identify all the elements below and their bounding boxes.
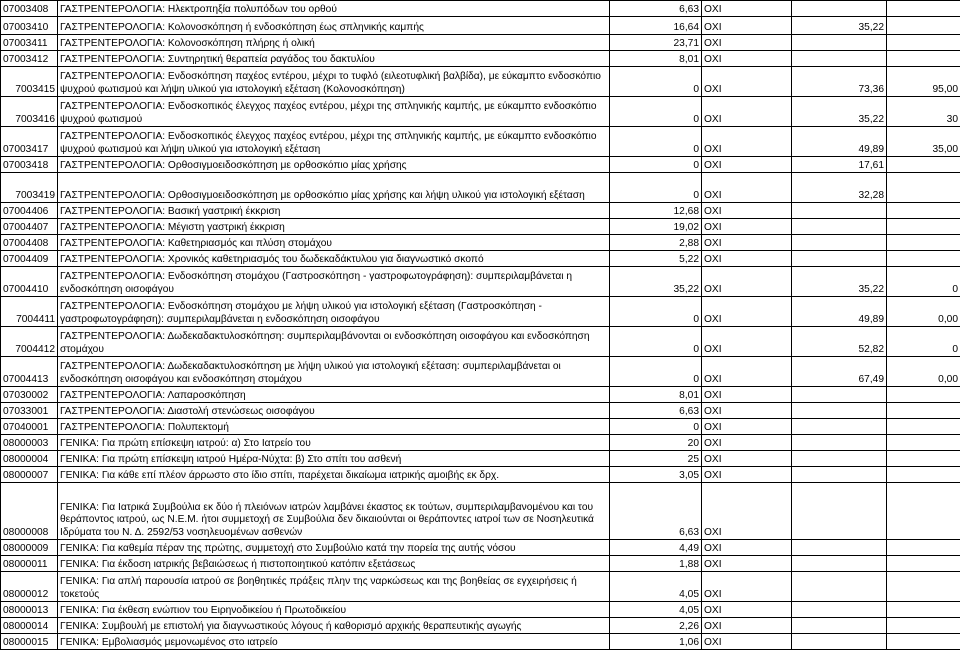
- row-value2-cell: 0,00: [887, 297, 960, 327]
- row-code-cell: 07004407: [1, 219, 58, 235]
- row-amount-cell: 16,64: [610, 17, 702, 35]
- row-amount-cell: 0: [610, 419, 702, 435]
- row-code-cell: 08000009: [1, 540, 58, 556]
- row-value2-cell: 30: [887, 97, 960, 127]
- row-description-cell: ΓΕΝΙΚΑ: Για κάθε επί πλέον άρρωστο στο ίδιο σπίτι, παρέχεται δικαίωμα ιατρικής αμοιβής εκ δρχ.: [58, 467, 610, 483]
- row-value1-cell: 32,28: [792, 173, 887, 203]
- row-value1-cell: [792, 387, 887, 403]
- table-row: [1, 634, 960, 650]
- row-description-cell: ΓΑΣΤΡΕΝΤΕΡΟΛΟΓΙΑ: Δωδεκαδακτυλοσκόπηση με λήψη υλικού για ιστολογική εξέταση: συμπεριλαμβάνεται οι ενδοσκόπηση οισοφάγου και ενδοσκόπηση στομάχου: [58, 357, 610, 387]
- row-amount-cell: 0: [610, 357, 702, 387]
- row-value2-cell: [887, 419, 960, 435]
- row-flag-cell: ΟΧΙ: [702, 235, 792, 251]
- row-value2-cell: [887, 451, 960, 467]
- row-value2-cell: [887, 35, 960, 51]
- row-flag-cell: ΟΧΙ: [702, 251, 792, 267]
- row-flag-cell: ΟΧΙ: [702, 17, 792, 35]
- row-description-cell: ΓΑΣΤΡΕΝΤΕΡΟΛΟΓΙΑ: Καθετηριασμός και πλύση στομάχου: [58, 235, 610, 251]
- row-value2-cell: 0: [887, 327, 960, 357]
- table-row: [1, 467, 960, 483]
- row-code-cell: 07030002: [1, 387, 58, 403]
- row-code-cell: 08000013: [1, 602, 58, 618]
- row-code-cell: 07004410: [1, 267, 58, 297]
- table-row: [1, 602, 960, 618]
- row-flag-cell: ΟΧΙ: [702, 419, 792, 435]
- row-amount-cell: 0: [610, 127, 702, 157]
- row-description-cell: ΓΑΣΤΡΕΝΤΕΡΟΛΟΓΙΑ: Συντηρητική θεραπεία ραγάδος του δακτυλίου: [58, 51, 610, 67]
- row-value1-cell: [792, 540, 887, 556]
- row-amount-cell: 4,05: [610, 572, 702, 602]
- row-value1-cell: 52,82: [792, 327, 887, 357]
- row-value2-cell: [887, 618, 960, 634]
- row-code-cell: 08000004: [1, 451, 58, 467]
- row-value2-cell: [887, 602, 960, 618]
- row-value2-cell: 35,00: [887, 127, 960, 157]
- row-amount-cell: 20: [610, 435, 702, 451]
- row-flag-cell: ΟΧΙ: [702, 467, 792, 483]
- row-value1-cell: [792, 451, 887, 467]
- row-value1-cell: 35,22: [792, 97, 887, 127]
- row-description-cell: ΓΕΝΙΚΑ: Εμβολιασμός μεμονωμένος στο ιατρείο: [58, 634, 610, 650]
- row-value1-cell: [792, 35, 887, 51]
- row-value1-cell: [792, 556, 887, 572]
- row-description-cell: ΓΑΣΤΡΕΝΤΕΡΟΛΟΓΙΑ: Δωδεκαδακτυλοσκόπηση: συμπεριλαμβάνονται οι ενδοσκόπηση οισοφάγου και ενδοσκόπηση στομάχου: [58, 327, 610, 357]
- row-amount-cell: 4,49: [610, 540, 702, 556]
- row-code-cell: 08000012: [1, 572, 58, 602]
- table-row: [1, 435, 960, 451]
- row-amount-cell: 1,06: [610, 634, 702, 650]
- row-amount-cell: 25: [610, 451, 702, 467]
- row-value2-cell: [887, 572, 960, 602]
- row-amount-cell: 4,05: [610, 602, 702, 618]
- row-value1-cell: [792, 235, 887, 251]
- row-description-cell: ΓΑΣΤΡΕΝΤΕΡΟΛΟΓΙΑ: Μέγιστη γαστρική έκκριση: [58, 219, 610, 235]
- row-amount-cell: 12,68: [610, 203, 702, 219]
- row-description-cell: ΓΑΣΤΡΕΝΤΕΡΟΛΟΓΙΑ: Ενδοσκοπικός έλεγχος παχέος εντέρου, μέχρι της σπληνικής καμπής, με εύκαμπτο ενδοσκόπιο ψυχρού φωτισμού: [58, 97, 610, 127]
- row-value2-cell: [887, 387, 960, 403]
- row-flag-cell: ΟΧΙ: [702, 618, 792, 634]
- row-code-cell: 07004408: [1, 235, 58, 251]
- row-description-cell: ΓΕΝΙΚΑ: Για έκδοση ιατρικής βεβαιώσεως ή πιστοποιητικού κατόπιν εξετάσεως: [58, 556, 610, 572]
- row-flag-cell: ΟΧΙ: [702, 267, 792, 297]
- row-value1-cell: 73,36: [792, 67, 887, 97]
- row-flag-cell: ΟΧΙ: [702, 67, 792, 97]
- row-value2-cell: [887, 467, 960, 483]
- row-code-cell: 7003415: [1, 67, 58, 97]
- row-value1-cell: [792, 403, 887, 419]
- row-amount-cell: 0: [610, 327, 702, 357]
- row-description-cell: ΓΑΣΤΡΕΝΤΕΡΟΛΟΓΙΑ: Χρονικός καθετηριασμός του δωδεκαδάκτυλου για διαγνωστικό σκοπό: [58, 251, 610, 267]
- row-description-cell: ΓΑΣΤΡΕΝΤΕΡΟΛΟΓΙΑ: Ενδοσκόπηση παχέος εντέρου, μέχρι το τυφλό (ειλεοτυφλική βαλβίδα), με εύκαμπτο ενδοσκόπιο ψυχρού φωτισμού και λήψη υλικού για ιστολογική εξέταση (Κολονοσκόπηση): [58, 67, 610, 97]
- row-flag-cell: ΟΧΙ: [702, 327, 792, 357]
- row-code-cell: 08000014: [1, 618, 58, 634]
- row-value1-cell: 49,89: [792, 127, 887, 157]
- row-code-cell: 7003419: [1, 173, 58, 203]
- row-amount-cell: 8,01: [610, 51, 702, 67]
- row-flag-cell: ΟΧΙ: [702, 203, 792, 219]
- row-code-cell: 07004406: [1, 203, 58, 219]
- row-description-cell: ΓΑΣΤΡΕΝΤΕΡΟΛΟΓΙΑ: Κολονοσκόπηση πλήρης ή ολική: [58, 35, 610, 51]
- row-value2-cell: 95,00: [887, 67, 960, 97]
- row-value2-cell: [887, 634, 960, 650]
- row-value1-cell: [792, 634, 887, 650]
- table-row: [1, 419, 960, 435]
- row-code-cell: 08000008: [1, 483, 58, 540]
- table-row: [1, 203, 960, 219]
- row-description-cell: ΓΑΣΤΡΕΝΤΕΡΟΛΟΓΙΑ: Ενδοσκόπηση στομάχου (Γαστροσκόπηση - γαστροφωτογράφηση): συμπεριλαμβάνεται η ενδοσκόπηση οισοφάγου: [58, 267, 610, 297]
- row-flag-cell: ΟΧΙ: [702, 35, 792, 51]
- row-code-cell: 07003417: [1, 127, 58, 157]
- row-value2-cell: [887, 1, 960, 17]
- table-row: [1, 618, 960, 634]
- row-value1-cell: [792, 419, 887, 435]
- table-row: [1, 451, 960, 467]
- table-row: [1, 219, 960, 235]
- row-flag-cell: ΟΧΙ: [702, 357, 792, 387]
- row-amount-cell: 2,26: [610, 618, 702, 634]
- table-row: [1, 327, 960, 357]
- row-description-cell: ΓΑΣΤΡΕΝΤΕΡΟΛΟΓΙΑ: Ενδοσκόπηση στομάχου με λήψη υλικού για ιστολογική εξέταση (Γαστροσκόπηση - γαστροφωτογράφηση): συμπεριλαμβάνεται η ενδοσκόπηση οισοφάγου: [58, 297, 610, 327]
- row-value1-cell: [792, 483, 887, 540]
- row-value1-cell: [792, 1, 887, 17]
- row-flag-cell: ΟΧΙ: [702, 435, 792, 451]
- row-description-cell: ΓΑΣΤΡΕΝΤΕΡΟΛΟΓΙΑ: Ηλεκτροπηξία πολυπόδων του ορθού: [58, 1, 610, 17]
- row-code-cell: 08000007: [1, 467, 58, 483]
- row-value1-cell: [792, 435, 887, 451]
- row-flag-cell: ΟΧΙ: [702, 297, 792, 327]
- row-code-cell: 07003418: [1, 157, 58, 173]
- row-value1-cell: [792, 602, 887, 618]
- row-value2-cell: [887, 435, 960, 451]
- row-value1-cell: [792, 467, 887, 483]
- row-value2-cell: [887, 403, 960, 419]
- row-amount-cell: 6,63: [610, 403, 702, 419]
- row-code-cell: 07040001: [1, 419, 58, 435]
- table-row: [1, 51, 960, 67]
- row-description-cell: ΓΕΝΙΚΑ: Για πρώτη επίσκεψη ιατρού Ημέρα-Νύχτα: β) Στο σπίτι του ασθενή: [58, 451, 610, 467]
- fee-schedule-body: [1, 1, 960, 650]
- row-code-cell: 7003416: [1, 97, 58, 127]
- row-flag-cell: ΟΧΙ: [702, 540, 792, 556]
- row-value1-cell: 67,49: [792, 357, 887, 387]
- table-row: [1, 572, 960, 602]
- row-amount-cell: 19,02: [610, 219, 702, 235]
- row-flag-cell: ΟΧΙ: [702, 97, 792, 127]
- row-code-cell: 07004413: [1, 357, 58, 387]
- row-value2-cell: 0,00: [887, 357, 960, 387]
- row-value1-cell: 49,89: [792, 297, 887, 327]
- row-amount-cell: 23,71: [610, 35, 702, 51]
- row-value1-cell: [792, 618, 887, 634]
- row-value2-cell: [887, 483, 960, 540]
- row-flag-cell: ΟΧΙ: [702, 572, 792, 602]
- table-row: [1, 483, 960, 540]
- row-code-cell: 7004412: [1, 327, 58, 357]
- row-amount-cell: 0: [610, 97, 702, 127]
- row-value2-cell: [887, 17, 960, 35]
- row-flag-cell: ΟΧΙ: [702, 157, 792, 173]
- row-amount-cell: 0: [610, 297, 702, 327]
- row-code-cell: 07004409: [1, 251, 58, 267]
- row-code-cell: 7004411: [1, 297, 58, 327]
- row-amount-cell: 6,63: [610, 1, 702, 17]
- table-row: [1, 157, 960, 173]
- row-flag-cell: ΟΧΙ: [702, 127, 792, 157]
- row-value2-cell: [887, 173, 960, 203]
- row-amount-cell: 0: [610, 67, 702, 97]
- table-row: [1, 403, 960, 419]
- row-value2-cell: 0: [887, 267, 960, 297]
- table-row: [1, 235, 960, 251]
- row-amount-cell: 1,88: [610, 556, 702, 572]
- table-row: [1, 540, 960, 556]
- row-flag-cell: ΟΧΙ: [702, 387, 792, 403]
- row-code-cell: 08000011: [1, 556, 58, 572]
- row-value2-cell: [887, 556, 960, 572]
- row-description-cell: ΓΑΣΤΡΕΝΤΕΡΟΛΟΓΙΑ: Πολυπεκτομή: [58, 419, 610, 435]
- row-value2-cell: [887, 157, 960, 173]
- row-flag-cell: ΟΧΙ: [702, 403, 792, 419]
- row-description-cell: ΓΑΣΤΡΕΝΤΕΡΟΛΟΓΙΑ: Ορθοσιγμοειδοσκόπηση με ορθοσκόπιο μίας χρήσης: [58, 157, 610, 173]
- row-value1-cell: [792, 251, 887, 267]
- row-description-cell: ΓΕΝΙΚΑ: Για Ιατρικά Συμβούλια εκ δύο ή πλειόνων ιατρών λαμβάνει έκαστος εκ τούτων, συμπεριλαμβανομένου και του θεράποντος ιατρού, ως Ν.Ε.Μ. ήτοι συμμετοχή σε Συμβούλια δεν δικαιούνται οι θεράποντες ιατροί των σε Νοσηλευτικά Ιδρύματα του Ν. Δ. 2592/53 νοσηλευομένων ασθενών: [58, 483, 610, 540]
- row-value1-cell: [792, 51, 887, 67]
- row-code-cell: 07003408: [1, 1, 58, 17]
- table-row: [1, 387, 960, 403]
- row-flag-cell: ΟΧΙ: [702, 451, 792, 467]
- row-value2-cell: [887, 219, 960, 235]
- row-value2-cell: [887, 203, 960, 219]
- row-value2-cell: [887, 251, 960, 267]
- row-description-cell: ΓΑΣΤΡΕΝΤΕΡΟΛΟΓΙΑ: Βασική γαστρική έκκριση: [58, 203, 610, 219]
- row-description-cell: ΓΕΝΙΚΑ: Για έκθεση ενώπιον του Ειρηνοδικείου ή Πρωτοδικείου: [58, 602, 610, 618]
- row-flag-cell: ΟΧΙ: [702, 634, 792, 650]
- table-row: [1, 297, 960, 327]
- row-amount-cell: 8,01: [610, 387, 702, 403]
- row-description-cell: ΓΑΣΤΡΕΝΤΕΡΟΛΟΓΙΑ: Ενδοσκοπικός έλεγχος παχέος εντέρου, μέχρι της σπληνικής καμπής, με εύκαμπτο ενδοσκόπιο ψυχρού φωτισμού και λήψη υλικού για ιστολογική εξέταση: [58, 127, 610, 157]
- row-value1-cell: 35,22: [792, 17, 887, 35]
- row-description-cell: ΓΑΣΤΡΕΝΤΕΡΟΛΟΓΙΑ: Λαπαροσκόπηση: [58, 387, 610, 403]
- row-value2-cell: [887, 235, 960, 251]
- row-description-cell: ΓΕΝΙΚΑ: Για πρώτη επίσκεψη ιατρού: α) Στο Ιατρείο του: [58, 435, 610, 451]
- row-value1-cell: 17,61: [792, 157, 887, 173]
- row-value2-cell: [887, 51, 960, 67]
- row-amount-cell: 3,05: [610, 467, 702, 483]
- table-row: [1, 251, 960, 267]
- row-amount-cell: 6,63: [610, 483, 702, 540]
- table-row: [1, 556, 960, 572]
- row-value1-cell: [792, 203, 887, 219]
- row-flag-cell: ΟΧΙ: [702, 1, 792, 17]
- row-description-cell: ΓΕΝΙΚΑ: Για καθεμία πέραν της πρώτης, συμμετοχή στο Συμβούλιο κατά την πορεία της αυτής νόσου: [58, 540, 610, 556]
- table-row: [1, 127, 960, 157]
- table-row: [1, 357, 960, 387]
- row-code-cell: 08000015: [1, 634, 58, 650]
- row-description-cell: ΓΑΣΤΡΕΝΤΕΡΟΛΟΓΙΑ: Ορθοσιγμοειδοσκόπηση με ορθοσκόπιο μίας χρήσης και λήψη υλικού για ιστολογική εξέταση: [58, 173, 610, 203]
- row-code-cell: 07003411: [1, 35, 58, 51]
- table-row: [1, 1, 960, 17]
- row-code-cell: 07033001: [1, 403, 58, 419]
- row-code-cell: 08000003: [1, 435, 58, 451]
- row-flag-cell: ΟΧΙ: [702, 219, 792, 235]
- row-description-cell: ΓΕΝΙΚΑ: Συμβουλή με επιστολή για διαγνωστικούς λόγους ή καθορισμό αρχικής θεραπευτικής αγωγής: [58, 618, 610, 634]
- row-description-cell: ΓΑΣΤΡΕΝΤΕΡΟΛΟΓΙΑ: Διαστολή στενώσεως οισοφάγου: [58, 403, 610, 419]
- table-row: [1, 267, 960, 297]
- row-value1-cell: [792, 572, 887, 602]
- row-amount-cell: 2,88: [610, 235, 702, 251]
- row-description-cell: ΓΑΣΤΡΕΝΤΕΡΟΛΟΓΙΑ: Κολονοσκόπηση ή ενδοσκόπηση έως σπληνικής καμπής: [58, 17, 610, 35]
- table-row: [1, 173, 960, 203]
- table-row: [1, 35, 960, 51]
- table-row: [1, 67, 960, 97]
- row-flag-cell: ΟΧΙ: [702, 173, 792, 203]
- row-flag-cell: ΟΧΙ: [702, 602, 792, 618]
- row-amount-cell: 5,22: [610, 251, 702, 267]
- row-flag-cell: ΟΧΙ: [702, 556, 792, 572]
- row-amount-cell: 0: [610, 173, 702, 203]
- row-value2-cell: [887, 540, 960, 556]
- row-amount-cell: 0: [610, 157, 702, 173]
- row-flag-cell: ΟΧΙ: [702, 483, 792, 540]
- row-value1-cell: 35,22: [792, 267, 887, 297]
- row-description-cell: ΓΕΝΙΚΑ: Για απλή παρουσία ιατρού σε βοηθητικές πράξεις πλην της ναρκώσεως και της βοηθείας σε εγχειρήσεις ή τοκετούς: [58, 572, 610, 602]
- table-row: [1, 97, 960, 127]
- row-code-cell: 07003412: [1, 51, 58, 67]
- row-amount-cell: 35,22: [610, 267, 702, 297]
- row-value1-cell: [792, 219, 887, 235]
- table-row: [1, 17, 960, 35]
- row-flag-cell: ΟΧΙ: [702, 51, 792, 67]
- row-code-cell: 07003410: [1, 17, 58, 35]
